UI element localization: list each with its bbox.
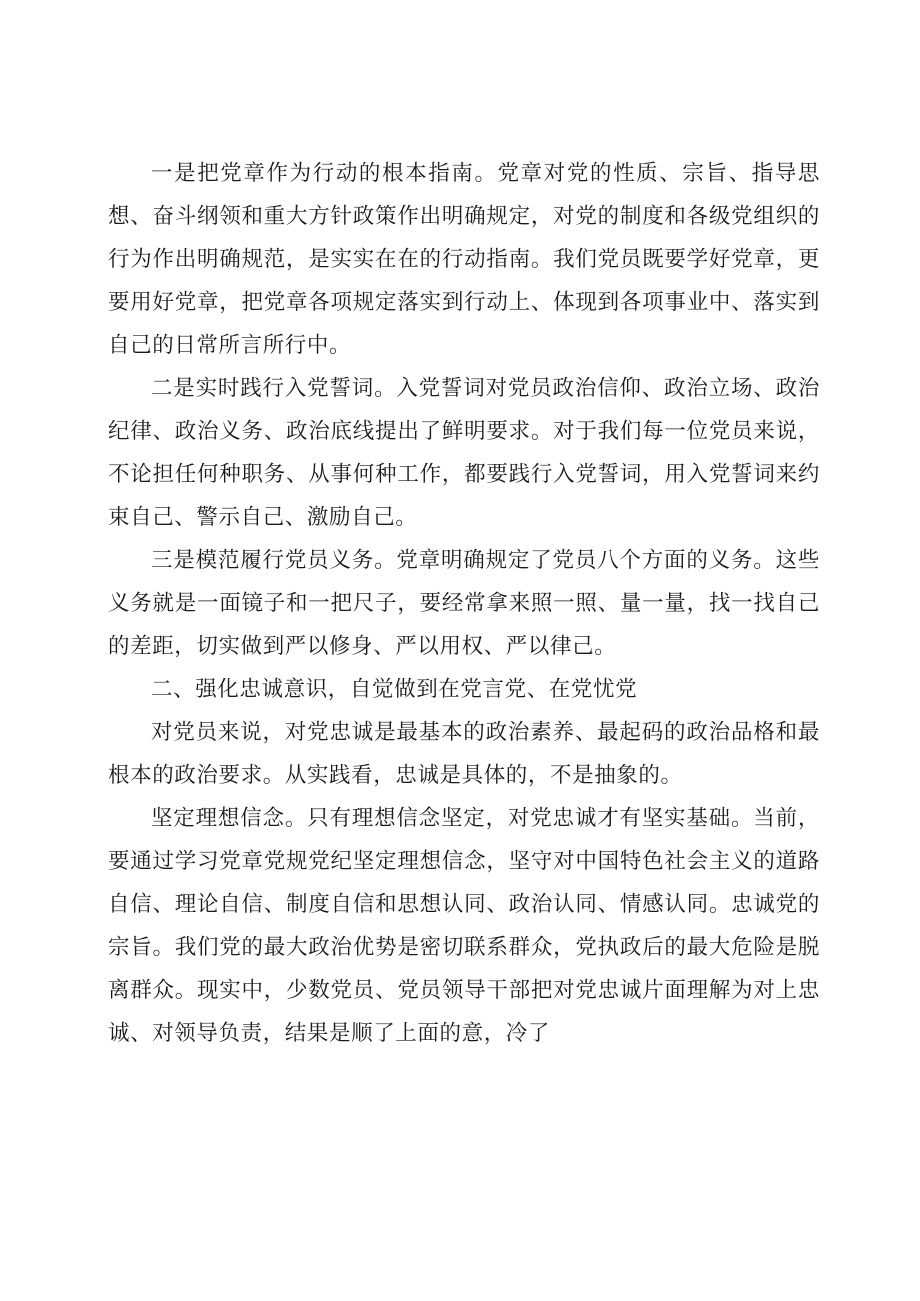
section-heading-loyalty: 二、强化忠诚意识，自觉做到在党言党、在党忧党	[151, 677, 638, 702]
document-body	[108, 152, 820, 1055]
paragraph-ideals-beliefs: 坚定理想信念。只有理想信念坚定，对党忠诚才有坚实基础。当前，要通过学习党章党规党纪坚定理想信念，坚守对中国特色社会主义的道路自信、理论自信、制度自信和思想认同、政治认同、情感认同。忠诚党的宗旨。我们党的最大政治优势是密切联系群众，党执政后的最大危险是脱离群众。现实中，少数党员、党员领导干部把对党忠诚片面理解为对上忠诚、对领导负责，结果是顺了上面的意，冷了	[108, 806, 820, 1046]
paragraph-party-oath: 二是实时践行入党誓词。入党誓词对党员政治信仰、政治立场、政治纪律、政治义务、政治底线提出了鲜明要求。对于我们每一位党员来说，不论担任何种职务、从事何种工作，都要践行入党誓词，用入党誓词来约束自己、警示自己、激励自己。	[108, 376, 820, 530]
paragraph-party-constitution-guide: 一是把党章作为行动的根本指南。党章对党的性质、宗旨、指导思想、奋斗纲领和重大方针政策作出明确规定，对党的制度和各级党组织的行为作出明确规范，是实实在在的行动指南。我们党员既要学好党章，更要用好党章，把党章各项规定落实到行动上、体现到各项事业中、落实到自己的日常所言所行中。	[108, 161, 820, 358]
paragraph-member-obligations: 三是模范履行党员义务。党章明确规定了党员八个方面的义务。这些义务就是一面镜子和一把尺子，要经常拿来照一照、量一量，找一找自己的差距，切实做到严以修身、严以用权、严以律己。	[108, 548, 820, 659]
paragraph-loyalty-intro: 对党员来说，对党忠诚是最基本的政治素养、最起码的政治品格和最根本的政治要求。从实践看，忠诚是具体的，不是抽象的。	[108, 720, 820, 788]
